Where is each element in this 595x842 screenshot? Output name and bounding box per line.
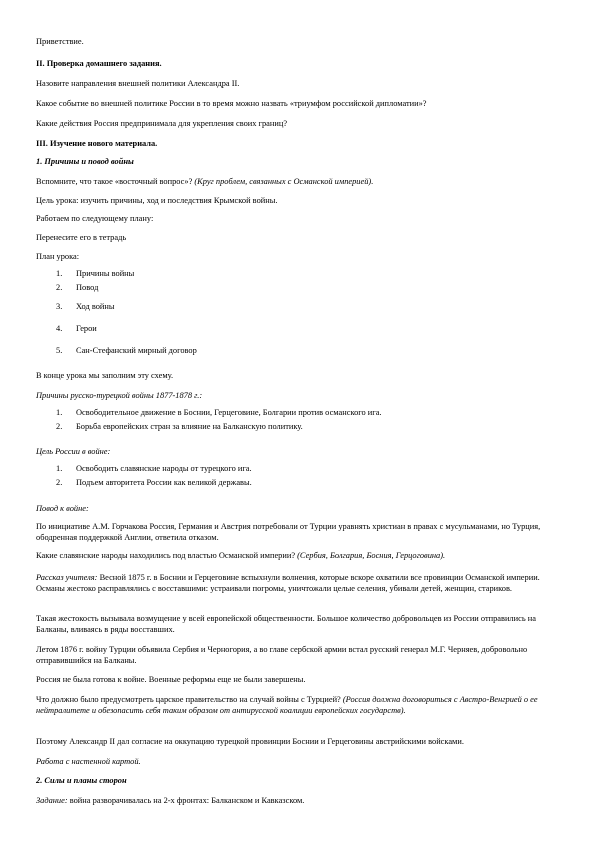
task-label: Задание: bbox=[36, 796, 68, 805]
cause-item: 2. Борьба европейских стран за влияние на Балканскую политику. bbox=[56, 422, 303, 431]
cruelty-paragraph: Такая жестокость вызывала возмущение у всей европейской общественности. Большое количество добровольцев из России отправились на Балканы, вливаясь в ряды восставших. bbox=[36, 614, 536, 634]
foresee-answer: (Россия должна договориться с Австро-Венгрией о ее нейтралитете и обезопасить себя таким образом от антирусской коалиции европейских государств). bbox=[36, 695, 538, 715]
consent-paragraph: Поэтому Александр II дал согласие на оккупацию турецкой провинции Боснии и Герцеговины австрийскими войсками. bbox=[36, 737, 464, 746]
lesson-goal: Цель урока: изучить причины, ход и последствия Крымской войны. bbox=[36, 196, 278, 205]
plan-item: 2. Повод bbox=[56, 283, 99, 292]
recall-paragraph bbox=[36, 176, 373, 187]
copy-plan-instruction: Перенесите его в тетрадь bbox=[36, 233, 127, 242]
section-3-title: III. Изучение нового материала. bbox=[36, 139, 158, 148]
causes-label: Причины русско-турецкой войны 1877-1878 г.: bbox=[36, 391, 203, 400]
plan-label: План урока: bbox=[36, 252, 80, 261]
plan-item: 5. Сан-Стефанский мирный договор bbox=[56, 346, 197, 355]
not-ready-paragraph: Россия не была готова к войне. Военные реформы еще не были завершены. bbox=[36, 675, 306, 684]
greeting: Приветствие. bbox=[36, 37, 84, 46]
summer-1876-paragraph: Летом 1876 г. войну Турции объявила Сербия и Черногория, а во главе сербской армии встал русский генерал М.Г. Черняев, добровольно отправившийся на Балканы. bbox=[36, 645, 528, 665]
question-2: Какое событие во внешней политике России в то время можно назвать «триумфом российской дипломатии»? bbox=[36, 99, 427, 108]
map-work-note: Работа с настенной картой. bbox=[36, 757, 141, 766]
slavic-question: Какие славянские народы находились под властью Османской империи? bbox=[36, 551, 298, 560]
plan-item: 3. Ход войны bbox=[56, 302, 115, 311]
slavic-answer: (Сербия, Болгария, Босния, Герцоговина). bbox=[297, 551, 446, 560]
russia-goal-label: Цель России в войне: bbox=[36, 447, 111, 456]
recall-answer: (Круг проблем, связанных с Османской империей). bbox=[194, 177, 374, 186]
section-2-title: II. Проверка домашнего задания. bbox=[36, 59, 162, 68]
scheme-note: В конце урока мы заполним эту схему. bbox=[36, 371, 174, 380]
question-3: Какие действия Россия предпринимала для укрепления своих границ? bbox=[36, 119, 288, 128]
task-text: война разворачивалась на 2-х фронтах: Балканском и Кавказском. bbox=[67, 796, 305, 805]
teacher-story-text: Весной 1875 г. в Боснии и Герцеговине вспыхнули волнения, которые вскоре охватили все провинции Османской империи. Османы жестоко расправлялись с восставшими: устраивали погромы, уничтожали целые селения, убивали детей, женщин, стариков. bbox=[36, 573, 540, 593]
question-1: Назовите направления внешней политики Александра II. bbox=[36, 79, 240, 88]
teacher-story-label: Рассказ учителя: bbox=[36, 573, 98, 582]
task-paragraph bbox=[36, 795, 304, 806]
slavic-paragraph bbox=[36, 550, 445, 561]
subsection-1-title: 1. Причины и повод войны bbox=[36, 157, 134, 166]
plan-item: 1. Причины войны bbox=[56, 269, 135, 278]
pretext-paragraph: По инициативе А.М. Горчакова Россия, Германия и Австрия потребовали от Турции уравнять христиан в правах с мусульманами, но Турция, ободренная поддержкой Англии, ответила отказом. bbox=[36, 522, 541, 542]
cause-item: 1. Освободительное движение в Боснии, Герцеговине, Болгарии против османского ига. bbox=[56, 408, 382, 417]
plan-item: 4. Герои bbox=[56, 324, 97, 333]
foresee-question: Что должно было предусмотреть царское правительство на случай войны с Турцией? bbox=[36, 695, 343, 704]
plan-intro: Работаем по следующему плану: bbox=[36, 214, 154, 223]
subsection-2-title: 2. Силы и планы сторон bbox=[36, 776, 127, 785]
goal-item: 2. Подъем авторитета России как великой державы. bbox=[56, 478, 252, 487]
teacher-story-paragraph bbox=[36, 572, 559, 594]
pretext-label: Повод к войне: bbox=[36, 504, 89, 513]
foresee-paragraph bbox=[36, 694, 559, 716]
goal-item: 1. Освободить славянские народы от турецкого ига. bbox=[56, 464, 252, 473]
recall-question: Вспомните, что такое «восточный вопрос»? bbox=[36, 177, 195, 186]
